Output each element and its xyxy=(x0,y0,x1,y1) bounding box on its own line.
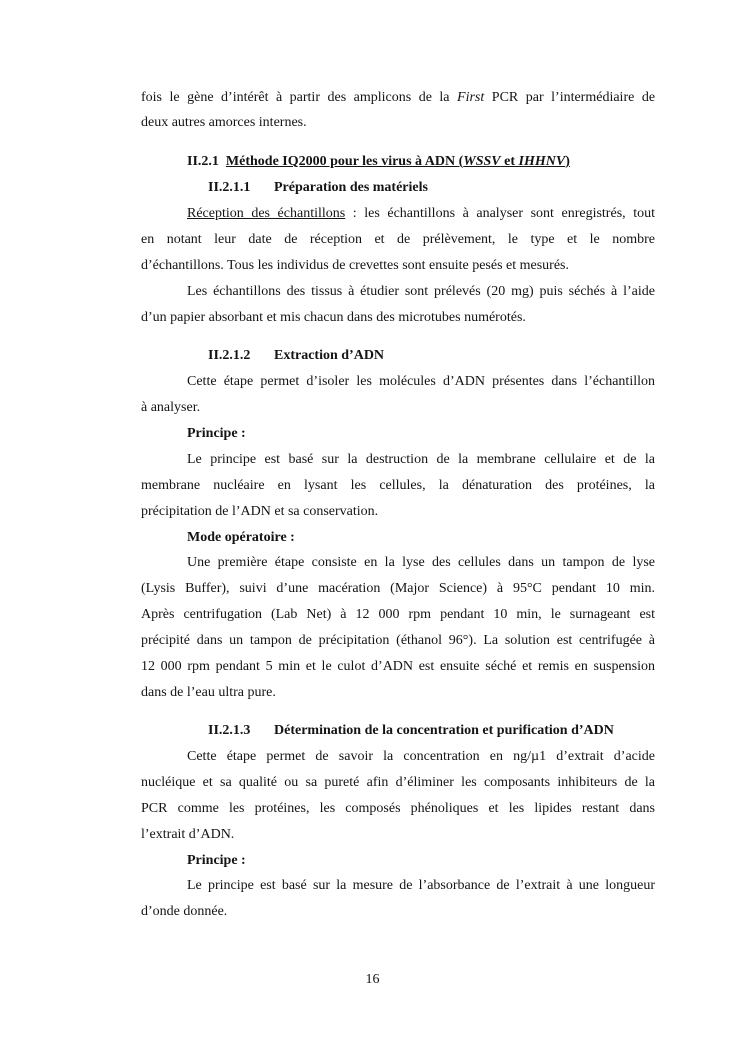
extraction-principe-line-3: précipitation de l’ADN et sa conservation. xyxy=(141,504,379,519)
section-title: Méthode IQ2000 pour les virus à ADN (WSSV et IHHNV) xyxy=(225,154,570,169)
extraction-intro-line-2: à analyser. xyxy=(141,400,201,415)
tissue-line-2: d’un papier absorbant et mis chacun dans des microtubes numérotés. xyxy=(141,310,526,325)
principe-label-1: Principe : xyxy=(187,426,246,441)
mode-line-1: Une première étape consiste en la lyse des cellules dans un tampon de lyse xyxy=(187,555,655,570)
concentration-intro-line-4: l’extrait d’ADN. xyxy=(141,827,235,842)
page-number: 16 xyxy=(365,972,380,987)
extraction-intro-line-1: Cette étape permet d’isoler les molécules d’ADN présentes dans l’échantillon xyxy=(187,374,655,389)
mode-line-5: 12 000 rpm pendant 5 min et le culot d’ADN est ensuite séché et remis en suspension xyxy=(141,659,655,674)
mode-line-2: (Lysis Buffer), suivi d’une macération (Major Science) à 95°C pendant 10 min. xyxy=(141,581,655,596)
subsection-heading-1: II.2.1.1 Préparation des matériels xyxy=(208,180,428,195)
reception-line-3: d’échantillons. Tous les individus de crevettes sont ensuite pesés et mesurés. xyxy=(141,258,570,273)
tissue-line-1: Les échantillons des tissus à étudier sont prélevés (20 mg) puis séchés à l’aide xyxy=(187,284,655,299)
concentration-principe-line-1: Le principe est basé sur la mesure de l’absorbance de l’extrait à une longueur xyxy=(187,878,655,893)
mode-line-6: dans de l’eau ultra pure. xyxy=(141,685,276,700)
reception-line-2: en notant leur date de réception et de prélèvement, le type et le nombre xyxy=(141,232,655,247)
intro-line-2: deux autres amorces internes. xyxy=(141,115,307,130)
concentration-intro-line-2: nucléique et sa qualité ou sa pureté afin d’éliminer les composants inhibiteurs de la xyxy=(141,775,655,790)
concentration-intro-line-3: PCR comme les protéines, les composés phénoliques et les lipides restant dans xyxy=(141,801,655,816)
concentration-principe-line-2: d’onde donnée. xyxy=(141,904,228,919)
intro-line-1: fois le gène d’intérêt à partir des amplicons de la First PCR par l’intermédiaire de xyxy=(141,90,656,105)
extraction-principe-line-1: Le principe est basé sur la destruction de la membrane cellulaire et de la xyxy=(187,452,655,467)
concentration-intro-line-1: Cette étape permet de savoir la concentration en ng/µ1 d’extrait d’acide xyxy=(187,749,655,764)
subsection-heading-3: II.2.1.3 Détermination de la concentration et purification d’ADN xyxy=(208,723,614,738)
first-italic: First xyxy=(457,90,485,105)
extraction-principe-line-2: membrane nucléaire en lysant les cellules, la dénaturation des protéines, la xyxy=(141,478,655,493)
section-number: II.2.1 xyxy=(187,154,219,169)
mode-line-3: Après centrifugation (Lab Net) à 12 000 rpm pendant 10 min, le surnageant est xyxy=(141,607,655,622)
mode-line-4: précipité dans un tampon de précipitation (éthanol 96°). La solution est centrifugée à xyxy=(141,633,655,648)
principe-label-2: Principe : xyxy=(187,853,246,868)
reception-label: Réception des échantillons xyxy=(187,206,346,221)
section-heading xyxy=(187,153,570,171)
reception-line-1: Réception des échantillons : les échantillons à analyser sont enregistrés, tout xyxy=(187,206,655,221)
subsection-heading-2: II.2.1.2 Extraction d’ADN xyxy=(208,348,385,363)
mode-operatoire-label: Mode opératoire : xyxy=(187,530,295,545)
